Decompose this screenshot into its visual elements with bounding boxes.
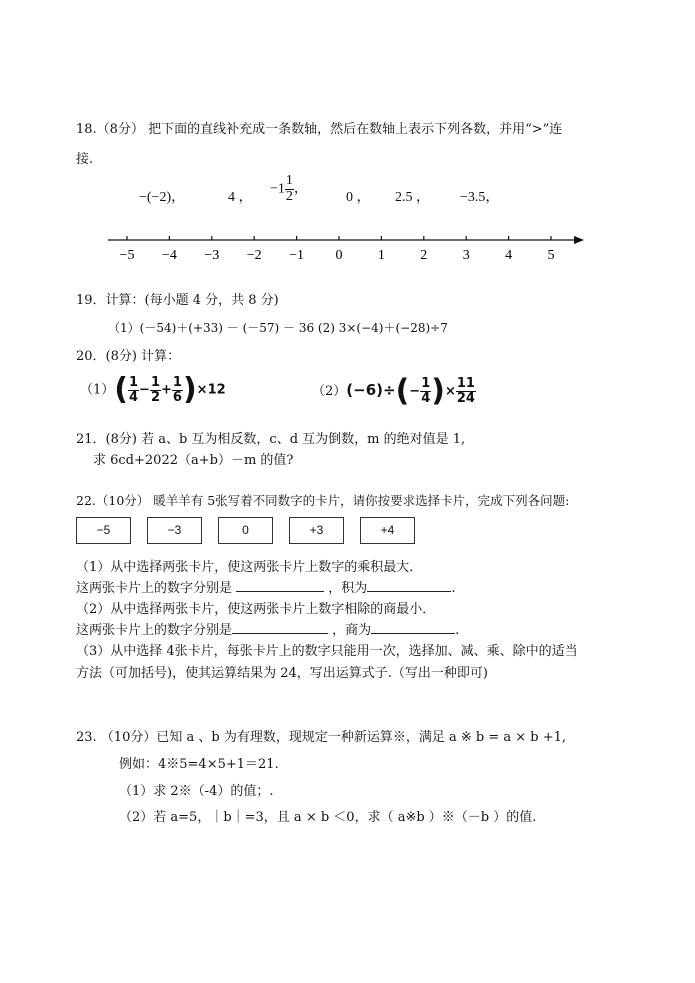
q20-p1-frac3: $\frac{1}{6}$: [172, 374, 182, 405]
q20-p2-frac2: $\frac{11}{24}$: [456, 376, 475, 406]
number-line-label: −4: [161, 248, 177, 263]
q18-line2: 接.: [76, 152, 94, 167]
number-line-label: 2: [420, 248, 428, 263]
number-line: [100, 228, 590, 268]
number-line-label: −5: [119, 248, 135, 263]
q20-p1-frac2: $\frac{1}{2}$: [150, 374, 160, 405]
q22-sub1: （1）从中选择两张卡片，使这两张卡片上数字的乘积最大．: [76, 560, 423, 575]
q20-p1-plus: +: [161, 382, 172, 398]
number-line-label: 1: [377, 248, 385, 263]
q19-title: 19．计算：(每小题 4 分，共 8 分): [76, 293, 279, 308]
number-line-label: −1: [289, 248, 305, 263]
q18-mixed-whole: −1: [270, 181, 285, 197]
q18-number-1: −(−2)，: [139, 190, 186, 205]
card-1: −5: [76, 517, 131, 544]
card-2: −3: [147, 517, 202, 544]
q22-title: 22.（10分） 暖羊羊有 5张写着不同数字的卡片，请你按要求选择卡片，完成下列各问题:: [76, 493, 570, 508]
q21-line1: 21．(8分) 若 a、b 互为相反数，c、d 互为倒数，m 的绝对值是 1,: [76, 432, 466, 447]
number-line-label: −3: [204, 248, 220, 263]
q23-line2: 例如：4※5=4×5+1＝21.: [119, 757, 279, 772]
q22-sub3-line2: 方法（可加括号)，使其运算结果为 24，写出运算式子.（写出一种即可): [76, 666, 488, 681]
q18-mixed-numerator: 1: [285, 173, 293, 188]
q20-p1-frac1: $\frac{1}{4}$: [129, 374, 139, 405]
q18-number-5: 2.5 ，: [395, 190, 430, 205]
q18-line1: 18.（8分） 把下面的直线补充成一条数轴，然后在数轴上表示下列各数，并用“>”连: [76, 122, 563, 137]
number-line-label: 5: [547, 248, 555, 263]
number-line-label: 4: [505, 248, 513, 263]
q20-p2-label: （2）: [312, 384, 347, 399]
card-5: +4: [360, 517, 415, 544]
q18-number-4: 0 ，: [346, 190, 371, 205]
q19-items: （1）(－54)＋(+33) － (－57) － 36 (2) 3×(−4)＋(−28)÷7: [108, 321, 448, 335]
number-line-label: 3: [462, 248, 470, 263]
q20-p2-frac1: $\frac{1}{4}$: [421, 376, 431, 406]
q23-line4: （2）若 a=5，｜b｜=3，且 a × b ＜0，求（ a※b ）※（－b ）的值.: [119, 810, 537, 825]
q21-line2: 求 6cd+2022（a+b）－m 的值?: [93, 453, 294, 468]
number-line-arrow: [574, 236, 584, 244]
q20-part2: [312, 368, 476, 412]
q22-sub2-answer: 这两张卡片上的数字分别是 ，商为 .: [76, 623, 460, 638]
q22-sub1-answer: 这两张卡片上的数字分别是 ，积为 .: [76, 581, 456, 596]
card-3: 0: [218, 517, 273, 544]
q23-line1: 23. （10分）已知 a 、b 为有理数，现规定一种新运算※，满足 a ※ b = a × b +1,: [76, 730, 566, 745]
q23-line3: （1）求 2※（-4）的值；.: [119, 784, 274, 799]
q20-p2-open-paren: (: [395, 373, 410, 409]
q20-part1: [80, 368, 226, 412]
q20-p2-expr: (−6)÷: [346, 381, 396, 399]
q22-sub1-blank-product[interactable]: [367, 579, 451, 592]
q20-p2-neg: −: [409, 384, 421, 399]
q20-title: 20．(8分) 计算：: [76, 349, 181, 364]
q18-number-3: ，: [293, 181, 308, 197]
q20-p1-open-paren: (: [114, 372, 128, 407]
q22-sub2-blank-quotient[interactable]: [371, 621, 455, 634]
q18-number-6: −3.5，: [460, 190, 500, 205]
q22-sub2-blank-numbers[interactable]: [232, 621, 328, 634]
q18-mixed-denominator: 2: [285, 188, 293, 204]
q18-number-2: 4 ，: [228, 190, 253, 205]
number-line-label: −2: [246, 248, 262, 263]
q20-p1-close-paren: ): [182, 372, 197, 407]
q22-sub3-line1: （3）从中选择 4张卡片，每张卡片上的数字只能用一次，选择加、减、乘、除中的适当: [76, 644, 578, 659]
q20-p2-close-paren: ): [431, 373, 445, 409]
q20-p1-tail: ×12: [196, 382, 226, 398]
q22-sub2: （2）从中选择两张卡片，使这两张卡片上数字相除的商最小．: [76, 602, 436, 617]
card-4: +3: [289, 517, 344, 544]
q20-p1-label: （1）: [80, 382, 115, 398]
q22-sub1-blank-numbers[interactable]: [236, 579, 324, 592]
number-line-label: 0: [335, 248, 343, 263]
q18-mixed-number: [270, 174, 308, 204]
q20-p2-times: ×: [444, 384, 456, 399]
q20-p1-minus: −: [139, 382, 150, 398]
